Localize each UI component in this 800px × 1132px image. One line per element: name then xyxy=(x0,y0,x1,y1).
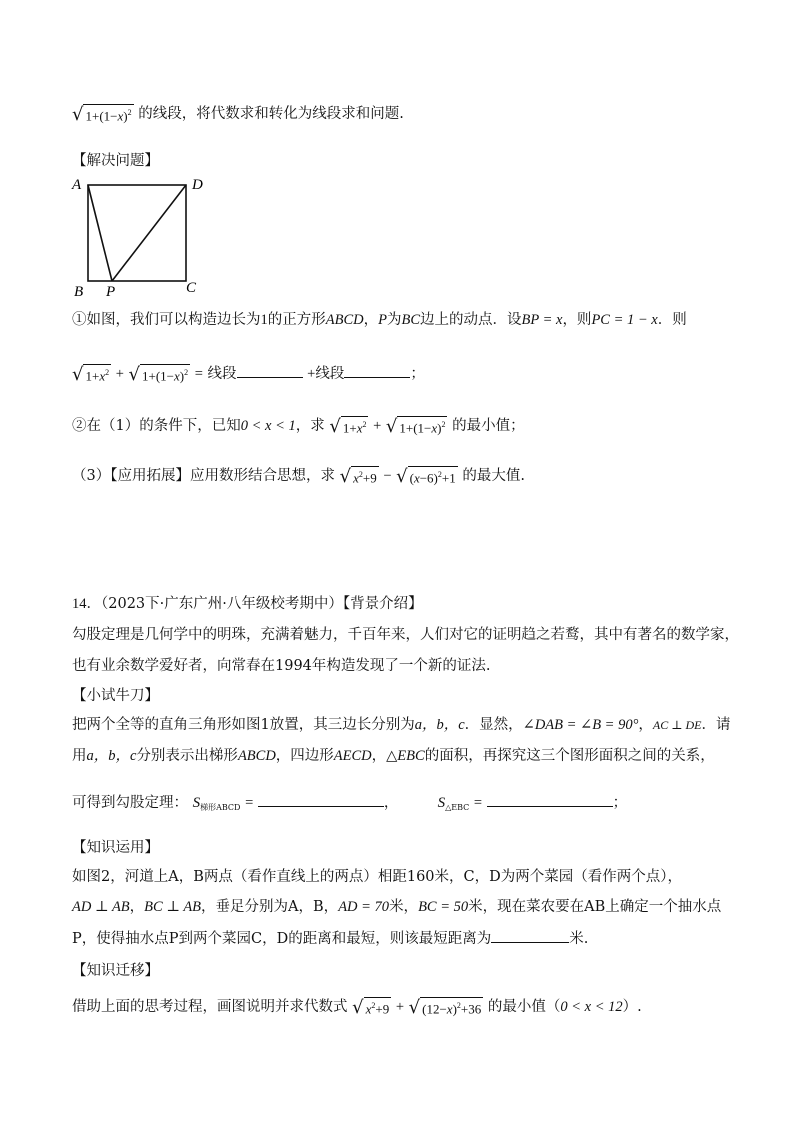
q2-condition: 0 < x < 1 xyxy=(240,418,296,435)
try-line1 xyxy=(72,715,731,735)
label-p: P xyxy=(106,284,116,300)
q1-text: ①如图，我们可以构造边长为 xyxy=(72,312,261,328)
try2-text: 分别表示出梯形 xyxy=(136,748,238,764)
try3-comma: ， xyxy=(383,795,399,811)
label-a: A xyxy=(72,177,82,193)
k2-text: 米，现在菜农要在AB上确定一个抽水点 xyxy=(468,899,722,915)
tr-sqrt-2: √ $(12-x)^2+36$ xyxy=(408,997,482,1019)
q1-seg1-label: 线段 xyxy=(207,366,237,382)
transfer-heading: 【知识迁移】 xyxy=(72,963,159,979)
q1-line xyxy=(72,310,687,330)
q1-plus: + xyxy=(307,366,316,382)
q1-text: 的正方形 xyxy=(267,312,326,328)
try1-perp: AC ⊥ DE xyxy=(652,718,702,732)
k2-perp-bc: BC ⊥ AB xyxy=(144,899,202,915)
solve-heading: 【解决问题】 xyxy=(72,153,159,169)
try3-blank-2[interactable] xyxy=(487,792,613,807)
q1-blank-1[interactable] xyxy=(237,363,303,378)
know-line1: 如图2，河道上A，B两点（看作直线上的两点）相距160米，C，D为两个菜园（看作两个点）， xyxy=(72,869,682,885)
k2-ad: AD = 70 xyxy=(338,899,390,915)
try3-s1-sub: 梯形ABCD xyxy=(200,803,241,812)
know-heading: 【知识运用】 xyxy=(72,840,159,856)
k2-text: ，垂足分别为A，B， xyxy=(201,899,339,915)
try1-end: ．请 xyxy=(701,717,731,733)
q1-set: BP = x xyxy=(521,312,563,328)
p14-source: （2023下·广东广州·八年级校考期中） xyxy=(101,596,343,612)
p14-bg-line1: 勾股定理是几何学中的明珠，充满着魅力，千百年来，人们对它的证明趋之若鹜，其中有著名的数学家， xyxy=(72,627,739,643)
p14-header xyxy=(72,594,423,614)
q3-sqrt-2: √ $(x-6)^2+1$ xyxy=(396,466,456,488)
try3-eq: = xyxy=(245,795,254,811)
q1-one: 1 xyxy=(260,312,268,328)
q1-pc: PC = 1 − x xyxy=(591,312,658,328)
k3-unit: 米. xyxy=(569,931,589,947)
q1-seg2-label: 线段 xyxy=(315,366,345,382)
q1-square: ABCD xyxy=(325,312,364,328)
try3-semicolon: ； xyxy=(612,795,628,811)
square-abcd xyxy=(88,185,186,281)
k2-text: 米， xyxy=(389,899,419,915)
try3-s1: S xyxy=(192,795,201,811)
try1-comma: ， xyxy=(638,717,653,733)
k2-bc: BC = 50 xyxy=(418,899,469,915)
know-line2 xyxy=(72,897,721,917)
q1-semicolon: ； xyxy=(410,366,425,382)
try3-text: 可得到勾股定理： xyxy=(72,795,188,811)
try3-s2-sub: △EBC xyxy=(445,803,470,812)
label-c: C xyxy=(186,280,197,296)
intro-text: 的线段，将代数求和转化为线段求和问题. xyxy=(138,106,404,123)
try2-end: 的面积，再探究这三个图形面积之间的关系， xyxy=(424,748,715,764)
transfer-line: 借助上面的思考过程，画图说明并求代数式 √ $x^2+9$ + √ $(12-x)^2+36$ 的最小值（0 < x < 12）. xyxy=(72,997,642,1019)
segment-ap xyxy=(88,185,112,281)
q1-point: P xyxy=(378,312,387,328)
q3-line: （3）【应用拓展】应用数形结合思想，求 √ $x^2+9$ − √ $(x-6)^2+1$ 的最大值. xyxy=(72,466,525,488)
q1-bc: BC xyxy=(401,312,420,328)
try-line2 xyxy=(72,746,715,766)
try2-triangle: △EBC xyxy=(386,748,425,764)
segment-dp xyxy=(112,185,186,281)
try3-eq2: = xyxy=(473,795,483,811)
q1-sqrt-2: √ $1+(1-x)^2$ xyxy=(128,364,189,386)
k3-blank[interactable] xyxy=(491,928,569,943)
q2-sqrt-1: √ $1+x^2$ xyxy=(329,416,367,438)
try2-text: ， xyxy=(371,748,387,764)
label-b: B xyxy=(74,284,84,300)
try2-abcd: ABCD xyxy=(237,748,276,764)
q2-end: 的最小值； xyxy=(452,418,525,435)
q1-text: ．则 xyxy=(657,312,687,328)
k3-text: P，使得抽水点P到两个菜园C，D的距离和最短，则该最短距离为 xyxy=(72,931,492,947)
try1-text: ．显然， xyxy=(464,717,523,733)
know-line3 xyxy=(72,928,588,949)
q2-text: ②在（1）的条件下，已知 xyxy=(72,418,241,435)
tr-condition: 0 < x < 12 xyxy=(560,999,623,1016)
q2-text: ，求 xyxy=(295,418,325,435)
q3-sqrt-1: √ $x^2+9$ xyxy=(339,466,377,488)
q1-text: ， xyxy=(363,312,379,328)
q1-text: 边上的动点．设 xyxy=(420,312,522,328)
p14-bg-heading: 【背景介绍】 xyxy=(342,596,423,612)
k2-text: ， xyxy=(129,899,145,915)
q1-blank-2[interactable] xyxy=(344,363,410,378)
q3-end: 的最大值. xyxy=(462,468,525,485)
try3-blank-1[interactable] xyxy=(258,792,384,807)
q2-sqrt-2: √ $1+(1-x)^2$ xyxy=(385,416,446,438)
tr-close: ）. xyxy=(622,999,642,1016)
try2-text: ，四边形 xyxy=(275,748,334,764)
try3-s2: S xyxy=(437,795,446,811)
try1-text: 把两个全等的直角三角形如图1放置，其三边长分别为 xyxy=(72,717,415,733)
tr-end: 的最小值（ xyxy=(487,999,561,1016)
try-line3 xyxy=(72,792,627,818)
intro-line xyxy=(72,104,404,124)
formula-sqrt-1-minus-x: √ $1+(1-x)^2$ xyxy=(72,104,132,126)
q2-line: ②在（1）的条件下，已知0 < x < 1，求 √ $1+x^2$ + √ $1+(1-x)^2$ 的最小值； xyxy=(72,416,525,438)
try2-text: 用 xyxy=(72,748,87,764)
try2-abc: a，b，c xyxy=(86,748,137,764)
q1-text: 为 xyxy=(386,312,402,328)
q1-expr-line: √ $1+x^2$ + √ $1+(1-x)^2$ = 线段 +线段 ； xyxy=(72,364,425,386)
q1-text: ，则 xyxy=(562,312,592,328)
q3-text: （3）【应用拓展】应用数形结合思想，求 xyxy=(72,468,335,485)
tr-text: 借助上面的思考过程，画图说明并求代数式 xyxy=(72,999,348,1016)
p14-number: 14． xyxy=(72,596,101,612)
try1-abc: a，b，c xyxy=(414,717,465,733)
label-d: D xyxy=(192,177,203,193)
k2-perp-ad: AD ⊥ AB xyxy=(72,899,130,915)
tr-sqrt-1: √ $x^2+9$ xyxy=(352,997,390,1019)
try-heading: 【小试牛刀】 xyxy=(72,688,159,704)
try1-angle: ∠DAB = ∠B = 90° xyxy=(522,717,639,733)
try2-aecd: AECD xyxy=(333,748,372,764)
square-figure xyxy=(68,172,218,302)
p14-bg-line2: 也有业余数学爱好者，向常春在1994年构造发现了一个新的证法. xyxy=(72,658,491,674)
q1-sqrt-1: √ $1+x^2$ xyxy=(72,364,110,386)
